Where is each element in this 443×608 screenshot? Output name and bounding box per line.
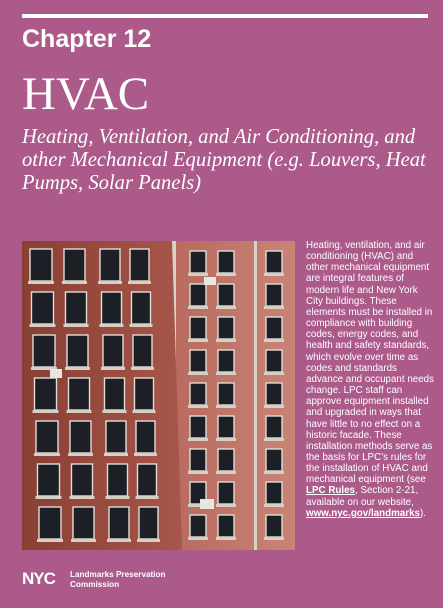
photo-window	[266, 284, 282, 306]
photo-window-sill	[216, 372, 236, 375]
body-text-mid: , Section 2-21, available on our website,	[306, 485, 419, 508]
photo-window-sill	[128, 281, 151, 284]
photo-window-sill	[264, 339, 284, 342]
photo-window-sill	[62, 281, 87, 284]
nyc-logo-text: NYC	[22, 569, 55, 588]
photo-window	[70, 421, 91, 453]
photo-window-sill	[36, 496, 62, 499]
photo-window-sill	[37, 539, 63, 542]
photo-window	[72, 464, 93, 496]
photo-window	[100, 249, 120, 281]
chapter-label: Chapter 12	[22, 25, 152, 53]
photo-window	[218, 515, 234, 537]
photo-window-sill	[216, 438, 236, 441]
photo-window-sill	[264, 372, 284, 375]
photo-window	[109, 507, 129, 539]
photo-window	[190, 284, 206, 306]
photo-window	[130, 249, 149, 281]
photo-window-sill	[264, 306, 284, 309]
photo-window	[32, 292, 54, 324]
photo-window	[266, 383, 282, 405]
photo-window-sill	[134, 453, 157, 456]
photo-window	[218, 284, 234, 306]
photo-window	[218, 350, 234, 372]
photo-window-sill	[136, 496, 159, 499]
photo-window-sill	[100, 324, 124, 327]
photo-window-sill	[101, 367, 125, 370]
photo-window	[266, 350, 282, 372]
page-title: HVAC	[22, 68, 150, 120]
photo-window	[33, 335, 55, 367]
body-text-end: ).	[419, 507, 426, 519]
photo-window	[218, 317, 234, 339]
subtitle: Heating, Ventilation, and Air Conditioning, and other Mechanical Equipment (e.g. Louvers, Heat Pumps, Solar Panels)	[22, 126, 426, 194]
photo-window-sill	[130, 324, 153, 327]
photo-window	[190, 350, 206, 372]
photo-window-sill	[188, 438, 208, 441]
photo-window	[190, 251, 206, 273]
nyc-logo	[22, 568, 62, 588]
photo-window-sill	[216, 537, 236, 540]
photo-window	[190, 317, 206, 339]
photo-window-sill	[216, 306, 236, 309]
photo-window-sill	[34, 453, 60, 456]
photo-window	[38, 464, 60, 496]
photo-window	[136, 421, 155, 453]
photo-window-sill	[71, 539, 96, 542]
photo-window-sill	[188, 372, 208, 375]
photo-window	[218, 482, 234, 504]
building-photo	[22, 241, 295, 550]
photo-window	[30, 249, 52, 281]
photo-window	[190, 416, 206, 438]
photo-window-sill	[68, 453, 93, 456]
photo-window-sill	[137, 539, 160, 542]
photo-window-sill	[188, 273, 208, 276]
photo-window	[73, 507, 94, 539]
website-link[interactable]: www.nyc.gov/landmarks	[306, 507, 420, 519]
photo-window-sill	[133, 410, 156, 413]
photo-window	[138, 464, 157, 496]
photo-window	[190, 449, 206, 471]
photo-window	[106, 421, 126, 453]
photo-window-sill	[70, 496, 95, 499]
org-name-line1: Landmarks Preservation	[70, 570, 166, 579]
photo-window	[132, 292, 151, 324]
photo-window	[39, 507, 61, 539]
body-paragraph	[306, 240, 436, 519]
photo-window	[218, 449, 234, 471]
photo-window	[190, 383, 206, 405]
photo-window	[102, 292, 122, 324]
photo-window	[266, 251, 282, 273]
photo-window-sill	[264, 537, 284, 540]
photo-window-sill	[131, 367, 154, 370]
photo-window	[133, 335, 152, 367]
photo-window	[190, 515, 206, 537]
photo-window-sill	[264, 504, 284, 507]
photo-window-sill	[216, 504, 236, 507]
photo-window-sill	[264, 405, 284, 408]
photo-window	[108, 464, 128, 496]
photo-window	[266, 482, 282, 504]
photo-window-sill	[28, 281, 54, 284]
photo-window	[103, 335, 123, 367]
photo-window	[266, 317, 282, 339]
photo-window	[64, 249, 85, 281]
photo-window	[218, 251, 234, 273]
photo-window	[66, 292, 87, 324]
photo-window-sill	[67, 410, 92, 413]
photo-window	[266, 416, 282, 438]
photo-window	[35, 378, 57, 410]
photo-window-sill	[104, 453, 128, 456]
photo-window-sill	[106, 496, 130, 499]
org-name	[70, 570, 230, 589]
lpc-rules-link[interactable]: LPC Rules	[306, 485, 355, 497]
photo-window-sill	[216, 405, 236, 408]
photo-window-sill	[64, 324, 89, 327]
photo-window	[36, 421, 58, 453]
photo-window-sill	[188, 537, 208, 540]
photo-window-sill	[216, 339, 236, 342]
photo-window-sill	[264, 471, 284, 474]
photo-window-sill	[188, 339, 208, 342]
body-text-main: Heating, ventilation, and air conditioning (HVAC) and other mechanical equipment are integral features of modern life and New York City buildings. These elements must be installed in compliance with building codes, energy codes, and health and safety standards, which evolve over time as codes and standards advance and occupant needs change. LPC staff can approve equipment installed and upgraded in ways that have little to no effect on a historic facade. These installation methods serve as the basis for LPC’s rules for the installation of HVAC and mechanical equipment (see	[306, 240, 435, 486]
photo-window-sill	[264, 273, 284, 276]
photo-window	[266, 515, 282, 537]
photo-window-sill	[216, 273, 236, 276]
photo-window	[69, 378, 90, 410]
photo-window	[135, 378, 154, 410]
photo-window	[218, 383, 234, 405]
photo-window	[266, 449, 282, 471]
photo-window-sill	[188, 306, 208, 309]
photo-window	[139, 507, 158, 539]
org-name-line2: Commission	[70, 579, 120, 589]
photo-window-sill	[188, 405, 208, 408]
photo-window	[67, 335, 88, 367]
photo-window-sill	[98, 281, 122, 284]
photo-window-sill	[30, 324, 56, 327]
photo-window-sill	[65, 367, 90, 370]
photo-window-sill	[216, 471, 236, 474]
photo-window-sill	[188, 471, 208, 474]
photo-window-sill	[103, 410, 127, 413]
photo-window	[218, 416, 234, 438]
photo-window-sill	[33, 410, 59, 413]
photo-window-sill	[107, 539, 131, 542]
top-rule	[22, 14, 428, 18]
photo-window-sill	[264, 438, 284, 441]
photo-window	[105, 378, 125, 410]
